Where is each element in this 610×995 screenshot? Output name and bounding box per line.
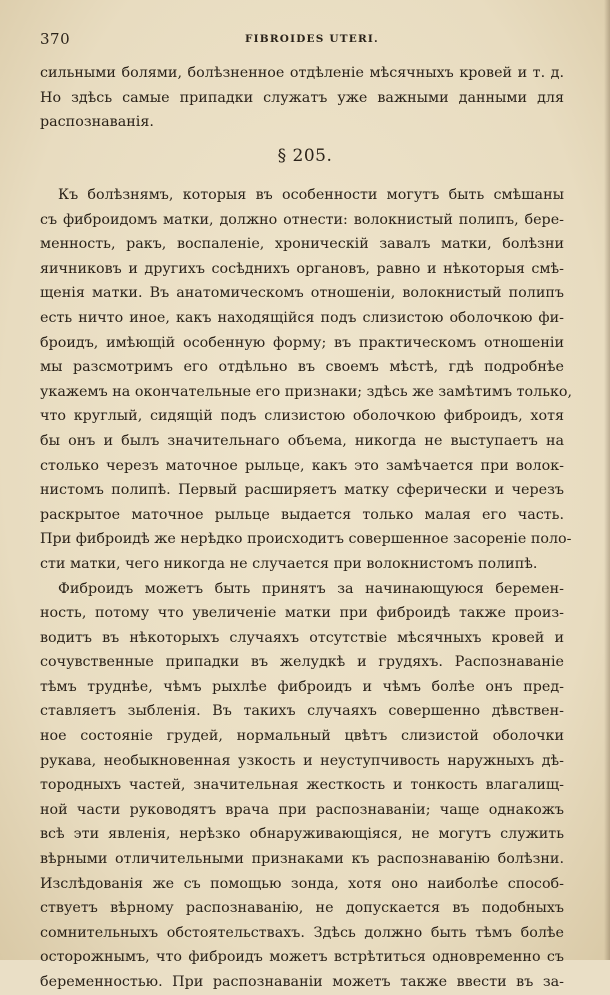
page-header [40, 30, 572, 52]
text-line: Но здѣсь самые припадки служатъ уже важными данными для [40, 89, 564, 106]
page-edge-shadow [604, 0, 610, 960]
text-line: распознаванія. [40, 114, 154, 131]
text-line: есть ничто иное, какъ находящійся подъ слизистою оболочкою фи- [40, 309, 564, 326]
text-line: вѣрными отличительными признаками къ распознаванію болѣзни. [40, 851, 564, 868]
text-line: ставляетъ зыбленія. Въ такихъ случаяхъ совершенно дѣвствен- [40, 703, 564, 720]
text-line: водитъ въ нѣкоторыхъ случаяхъ отсутствіе мѣсячныхъ кровей и [40, 629, 564, 646]
text-line: тородныхъ частей, значительная жесткость и тонкость влагалищ- [40, 777, 564, 794]
text-line: съ фиброидомъ матки, должно отнести: волокнистый полипъ, бере- [40, 211, 564, 228]
text-line: бы онъ и былъ значительнаго объема, никогда не выступаетъ на [40, 432, 564, 449]
text-line: раскрытое маточное рыльце выдается только малая его часть. [40, 506, 564, 523]
text-line: сти матки, чего никогда не случается при волокнистомъ полипѣ. [40, 555, 538, 572]
running-title: FIBROIDES UTERI. [245, 33, 379, 45]
text-line: столько черезъ маточное рыльце, какъ это замѣчается при волок- [40, 457, 564, 474]
text-line: всѣ эти явленія, нерѣзко обнаруживающіяся, не могутъ служить [40, 826, 564, 843]
page-number: 370 [40, 30, 71, 48]
text-line: нистомъ полипѣ. Первый расширяетъ матку сферически и черезъ [40, 482, 564, 499]
text-line: сомнительныхъ обстоятельствахъ. Здѣсь должно быть тѣмъ болѣе [40, 924, 564, 941]
text-line: мы разсмотримъ его отдѣльно въ своемъ мѣстѣ, гдѣ подробнѣе [40, 359, 564, 376]
body-text [40, 183, 573, 995]
text-line: ствуетъ вѣрному распознаванію, не допускается въ подобныхъ [40, 900, 564, 917]
text-line: сочувственные припадки въ желудкѣ и грудяхъ. Распознаваніе [40, 654, 564, 671]
text-line: Фиброидъ можетъ быть принятъ за начинающуюся беремен- [58, 580, 564, 597]
text-line: Изслѣдованія же съ помощью зонда, хотя оно наиболѣе способ- [40, 875, 564, 892]
text-line: ное состояніе грудей, нормальный цвѣтъ слизистой оболочки [40, 728, 564, 745]
text-line: беременностью. При распознаваніи можетъ также ввести въ за- [40, 974, 564, 990]
text-line: что круглый, сидящій подъ слизистою оболочкою фиброидъ, хотя [40, 408, 564, 425]
text-line: щенія матки. Въ анатомическомъ отношеніи, волокнистый полипъ [40, 285, 564, 302]
intro-paragraph [40, 61, 564, 135]
section-heading: § 205. [277, 146, 333, 166]
text-line: яичниковъ и другихъ сосѣднихъ органовъ, равно и нѣкоторыя смѣ- [40, 260, 564, 277]
text-line: ность, потому что увеличеніе матки при фиброидѣ также произ- [40, 605, 564, 622]
text-line: осторожнымъ, что фиброидъ можетъ встрѣтиться одновременно съ [40, 949, 564, 966]
text-line: менность, ракъ, воспаленіе, хроническій завалъ матки, болѣзни [40, 236, 564, 253]
text-line: тѣмъ труднѣе, чѣмъ рыхлѣе фиброидъ и чѣмъ болѣе онъ пред- [40, 678, 564, 695]
text-line: укажемъ на окончательные его признаки; здѣсь же замѣтимъ только, [40, 383, 573, 400]
text-line: броидъ, имѣющій особенную форму; въ практическомъ отношеніи [40, 334, 564, 351]
text-line: ной части руководятъ врача при распознаваніи; чаще однакожъ [40, 801, 564, 818]
text-line: Къ болѣзнямъ, которыя въ особенности могутъ быть смѣшаны [58, 187, 564, 203]
text-line: рукава, необыкновенная узкость и неуступчивость наружныхъ дѣ- [40, 752, 564, 769]
text-line: При фиброидѣ же нерѣдко происходитъ совершенное засореніе поло- [40, 531, 572, 548]
text-line: сильными болями, болѣзненное отдѣленіе мѣсячныхъ кровей и т. д. [40, 65, 564, 81]
